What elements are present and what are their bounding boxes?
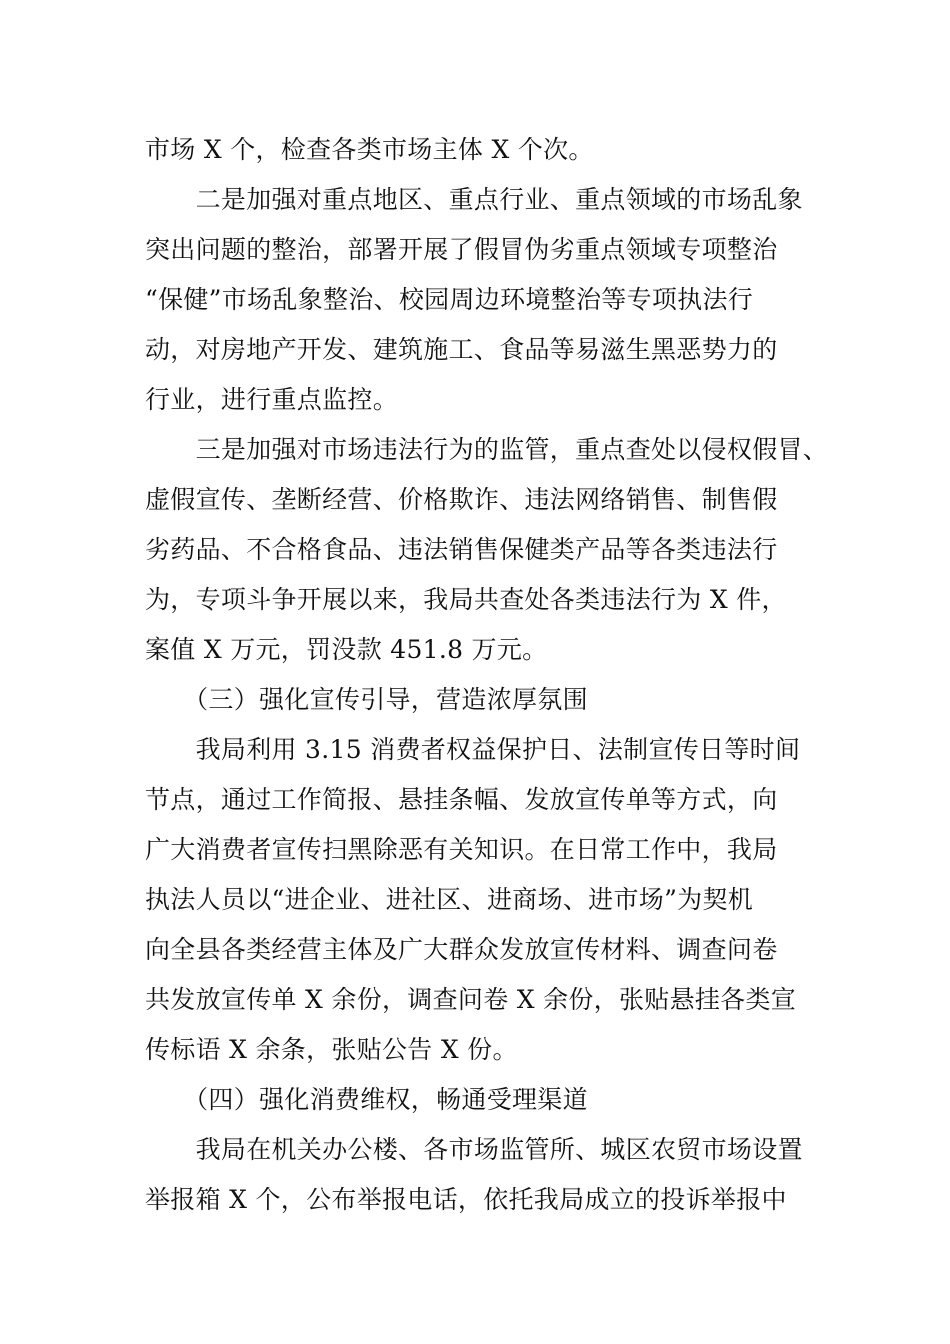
text-line: 广大消费者宣传扫黑除恶有关知识。在日常工作中，我局 — [145, 835, 778, 864]
text-line: 我局利用 3.15 消费者权益保护日、法制宣传日等时间 — [145, 735, 801, 764]
text-line: 劣药品、不合格食品、违法销售保健类产品等各类违法行 — [145, 535, 778, 564]
text-line: 突出问题的整治，部署开展了假冒伪劣重点领域专项整治 — [145, 235, 778, 264]
text-line: 虚假宣传、垄断经营、价格欺诈、违法网络销售、制售假 — [145, 485, 778, 514]
text-line: 动，对房地产开发、建筑施工、食品等易滋生黑恶势力的 — [145, 335, 778, 364]
text-line: 为，专项斗争开展以来，我局共查处各类违法行为 X 件， — [145, 585, 787, 614]
text-line: 传标语 X 余条，张贴公告 X 份。 — [145, 1035, 518, 1064]
text-line: 行业，进行重点监控。 — [145, 385, 399, 414]
text-line: 执法人员以“进企业、进社区、进商场、进市场”为契机 — [145, 885, 754, 914]
text-line: 市场 X 个，检查各类市场主体 X 个次。 — [145, 135, 594, 164]
section-heading: （四）强化消费维权，畅通受理渠道 — [145, 1085, 588, 1114]
text-line: 共发放宣传单 X 余份，调查问卷 X 余份，张贴悬挂各类宣 — [145, 985, 797, 1014]
text-line: 三是加强对市场违法行为的监管，重点查处以侵权假冒、 — [145, 435, 829, 464]
text-line: 节点，通过工作简报、悬挂条幅、发放宣传单等方式，向 — [145, 785, 778, 814]
text-line: 案值 X 万元，罚没款 451.8 万元。 — [145, 635, 548, 664]
text-line: 二是加强对重点地区、重点行业、重点领域的市场乱象 — [145, 185, 803, 214]
text-line: 我局在机关办公楼、各市场监管所、城区农贸市场设置 — [145, 1135, 803, 1164]
section-heading: （三）强化宣传引导，营造浓厚氛围 — [145, 685, 588, 714]
text-line: “保健”市场乱象整治、校园周边环境整治等专项执法行 — [145, 285, 754, 314]
text-line: 向全县各类经营主体及广大群众发放宣传材料、调查问卷 — [145, 935, 778, 964]
text-line: 举报箱 X 个，公布举报电话，依托我局成立的投诉举报中 — [145, 1185, 787, 1214]
